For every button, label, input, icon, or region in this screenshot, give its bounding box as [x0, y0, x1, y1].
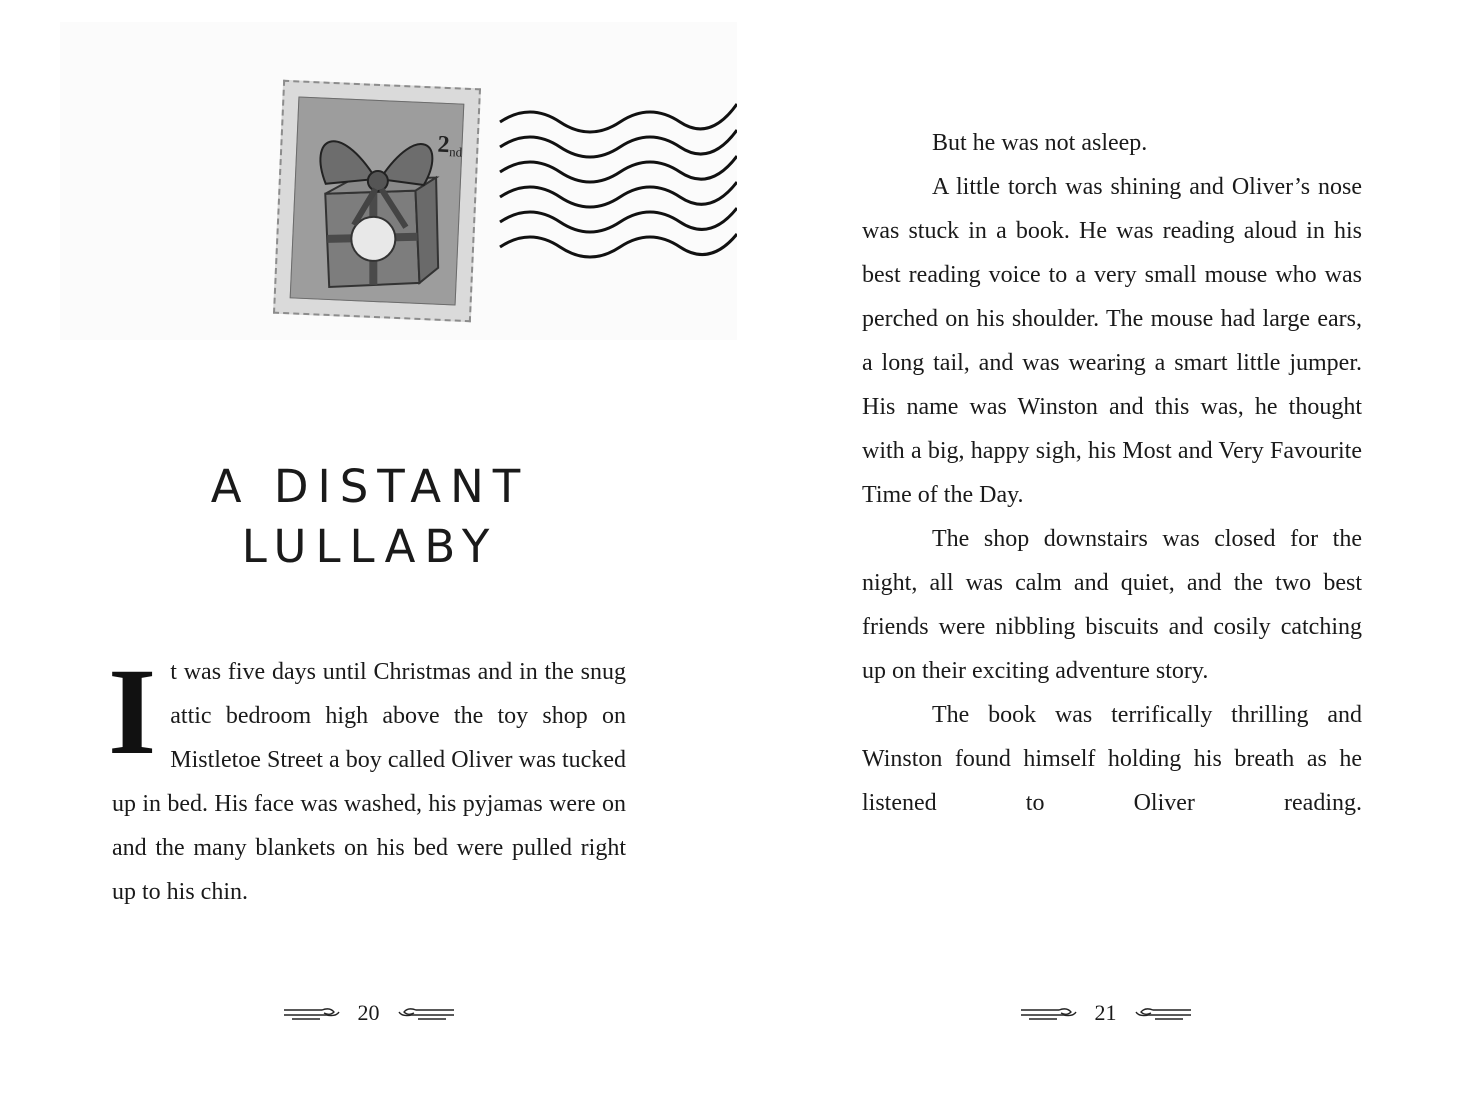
postage-stamp: [273, 80, 481, 322]
paragraph: A little torch was shining and Oliver’s nose was stuck in a book. He was reading aloud in his best reading voice to a very small mouse who was perched on his shoulder. The mouse had large ears, a long tail, and was wearing a smart little jumper. His name was Winston and this was, he thought with a big, happy sigh, his Most and Very Favourite Time of the Day.: [862, 174, 1362, 508]
page-number: 21: [1094, 1000, 1117, 1025]
paragraph: The book was terrifically thrilling and Winston found himself holding his breath as he listened to Oliver reading.: [862, 702, 1362, 816]
paragraph-text: t was five days until Christmas and in the snug attic bedroom high above the toy shop on Mistletoe Street a boy called Oliver was tucked up in bed. His face was washed, his pyjamas were on and the many blankets on his bed were pulled right up to his chin.: [112, 659, 626, 905]
chapter-title-line2: LULLABY: [241, 520, 499, 573]
gift-box-icon: [290, 98, 469, 311]
left-flourish-icon: [282, 1003, 342, 1023]
page-footer-left: [0, 1000, 737, 1026]
left-body-text: [108, 643, 626, 914]
right-body-text: [862, 121, 1362, 825]
drop-cap: I: [108, 643, 157, 780]
right-page: [737, 0, 1474, 1117]
page-footer-right: [737, 1000, 1474, 1026]
paragraph: [108, 643, 626, 914]
chapter-title-line1: A DISTANT: [210, 460, 530, 513]
paragraph: The shop downstairs was closed for the night, all was calm and quiet, and the two best friends were nibbling biscuits and cosily catching up on their exciting adventure story.: [862, 526, 1362, 684]
postmark-wavy-lines: [490, 92, 737, 272]
left-flourish-icon: [1019, 1003, 1079, 1023]
right-flourish-icon: [396, 1003, 456, 1023]
stamp-illustration: [60, 22, 737, 340]
page-number: 20: [357, 1000, 380, 1025]
paragraph: But he was not asleep.: [932, 130, 1148, 156]
stamp-inner: [290, 96, 465, 305]
right-flourish-icon: [1133, 1003, 1193, 1023]
stamp-value-number: 2: [436, 131, 451, 159]
stamp-value-suffix: nd: [448, 144, 463, 160]
stamp-value: [437, 132, 463, 160]
